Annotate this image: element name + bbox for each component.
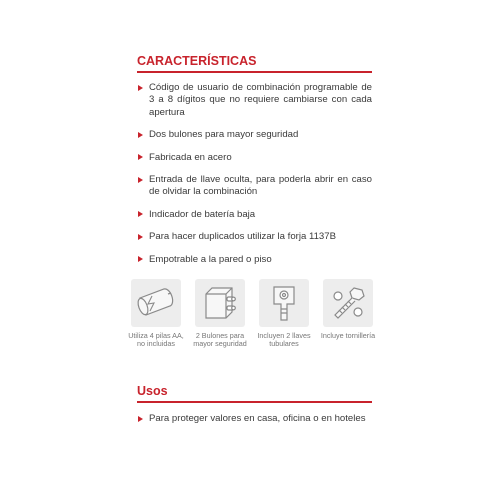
list-item-text: Indicador de batería baja <box>149 208 256 220</box>
list-item <box>137 413 372 425</box>
list-item <box>137 254 372 266</box>
bullet-arrow-icon <box>138 177 143 183</box>
feature-icon-bolts <box>191 279 249 349</box>
feature-icon-key <box>255 279 313 349</box>
icon-caption: Utiliza 4 pilas AA, no incluidas <box>128 331 184 349</box>
list-item-text: Empotrable a la pared o piso <box>149 253 272 265</box>
list-item-text: Fabricada en acero <box>149 151 232 163</box>
bullet-arrow-icon <box>138 154 143 160</box>
list-item-text: Entrada de llave oculta, para poderla abrir en caso de olvidar la combinación <box>149 174 372 198</box>
icon-caption: 2 Bulones para mayor seguridad <box>193 331 247 349</box>
bullet-arrow-icon <box>138 132 143 138</box>
tubular-key-icon <box>259 279 309 327</box>
list-item <box>137 82 372 119</box>
bullet-arrow-icon <box>138 234 143 240</box>
features-list <box>137 82 372 276</box>
list-item <box>137 231 372 243</box>
list-item-text: Para proteger valores en casa, oficina o en hoteles <box>149 413 366 424</box>
bullet-arrow-icon <box>138 211 143 217</box>
section-title-caracteristicas: CARACTERÍSTICAS <box>137 54 372 73</box>
bullet-arrow-icon <box>138 256 143 262</box>
icon-caption: Incluye tornillería <box>320 331 376 340</box>
list-item <box>137 129 372 141</box>
list-item <box>137 174 372 199</box>
list-item-text: Código de usuario de combinación programable de 3 a 8 dígitos que no requiere cambiarse con cada apertura <box>149 82 372 118</box>
list-item <box>137 152 372 164</box>
feature-icons-row <box>127 279 377 349</box>
icon-caption: Incluyen 2 llaves tubulares <box>257 331 311 349</box>
screw-icon <box>323 279 373 327</box>
bolts-icon <box>195 279 245 327</box>
list-item <box>137 209 372 221</box>
bullet-arrow-icon <box>138 416 143 422</box>
section-title-usos: Usos <box>137 384 372 403</box>
feature-icon-screw <box>319 279 377 349</box>
list-item-text: Para hacer duplicados utilizar la forja 1137B <box>149 231 337 243</box>
uses-list <box>137 413 372 435</box>
list-item-text: Dos bulones para mayor seguridad <box>149 129 299 141</box>
battery-icon <box>131 279 181 327</box>
bullet-arrow-icon <box>138 85 143 91</box>
feature-icon-battery <box>127 279 185 349</box>
